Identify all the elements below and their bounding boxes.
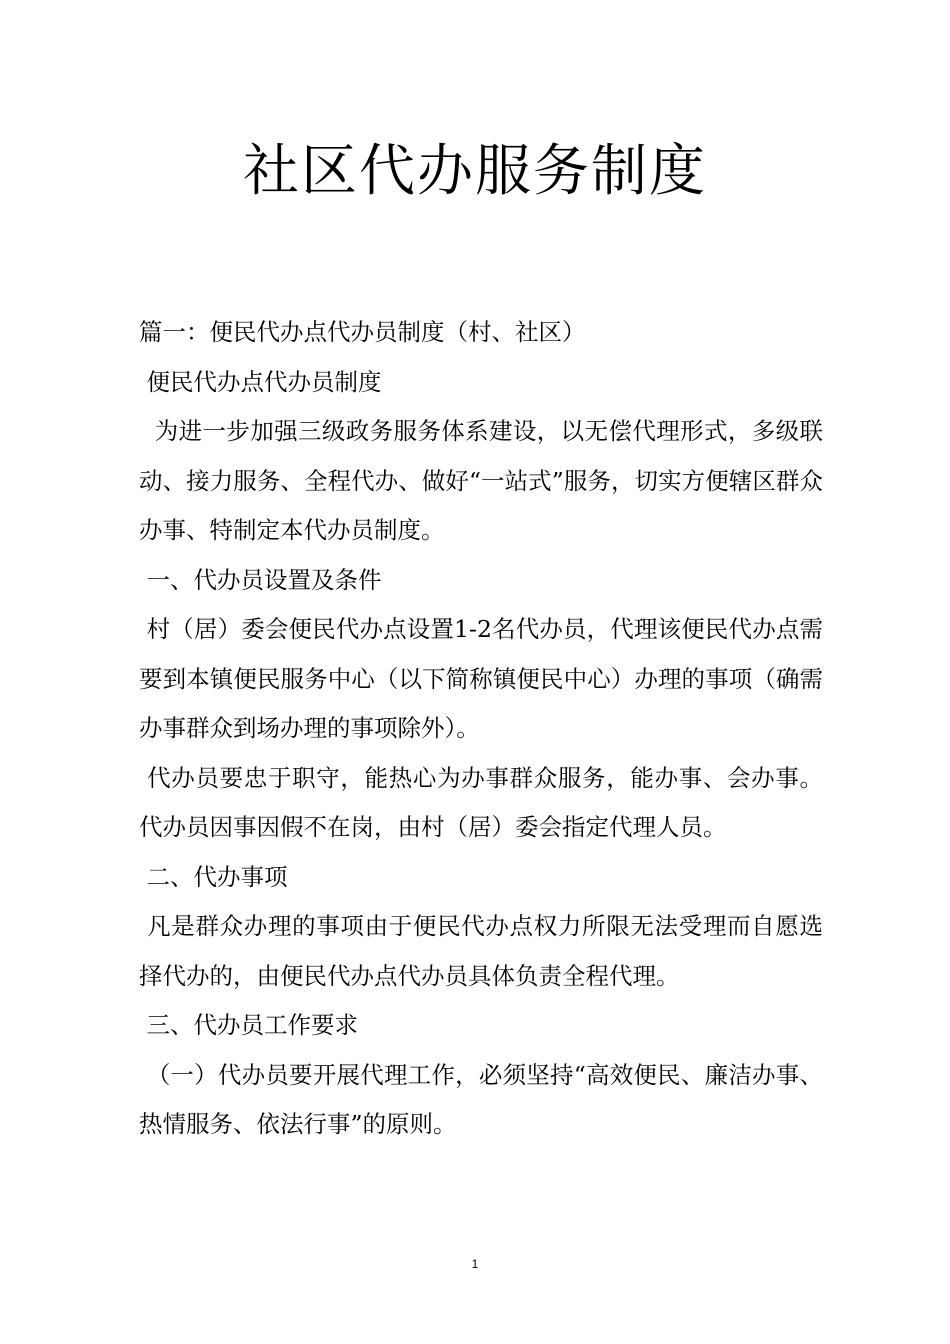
- document-body: [139, 308, 823, 1150]
- page-number: 1: [471, 1257, 479, 1271]
- paragraph-work-principle: （一）代办员要开展代理工作，必须坚持“高效便民、廉洁办事、热情服务、依法行事”的原则。: [139, 1060, 823, 1138]
- paragraph-agent-setup: 村（居）委会便民代办点设置1-2名代办员，代理该便民代办点需要到本镇便民服务中心（以下简称镇便民中心）办理的事项（确需办事群众到场办理的事项除外）。: [139, 615, 823, 742]
- subtitle-paragraph: 便民代办点代办员制度: [139, 367, 382, 396]
- paragraph-agency-items: 凡是群众办理的事项由于便民代办点权力所限无法受理而自愿选择代办的，由便民代办点代办员具体负责全程代理。: [139, 912, 823, 990]
- paragraph-agent-duty: 代办员要忠于职守，能热心为办事群众服务，能办事、会办事。代办员因事因假不在岗，由村（居）委会指定代理人员。: [139, 763, 823, 841]
- section-heading-three: 三、代办员工作要求: [139, 1011, 358, 1039]
- section-heading-one: 一、代办员设置及条件: [139, 565, 382, 594]
- section-heading-two: 二、代办事项: [139, 862, 288, 891]
- document-title: 社区代办服务制度: [243, 139, 707, 204]
- section-heading-part-one: 篇一：便民代办点代办员制度（村、社区）: [139, 318, 586, 346]
- intro-paragraph: 为进一步加强三级政务服务体系建设，以无偿代理形式，多级联动、接力服务、全程代办、做好“一站式”服务，切实方便辖区群众办事、特制定本代办员制度。: [139, 417, 823, 544]
